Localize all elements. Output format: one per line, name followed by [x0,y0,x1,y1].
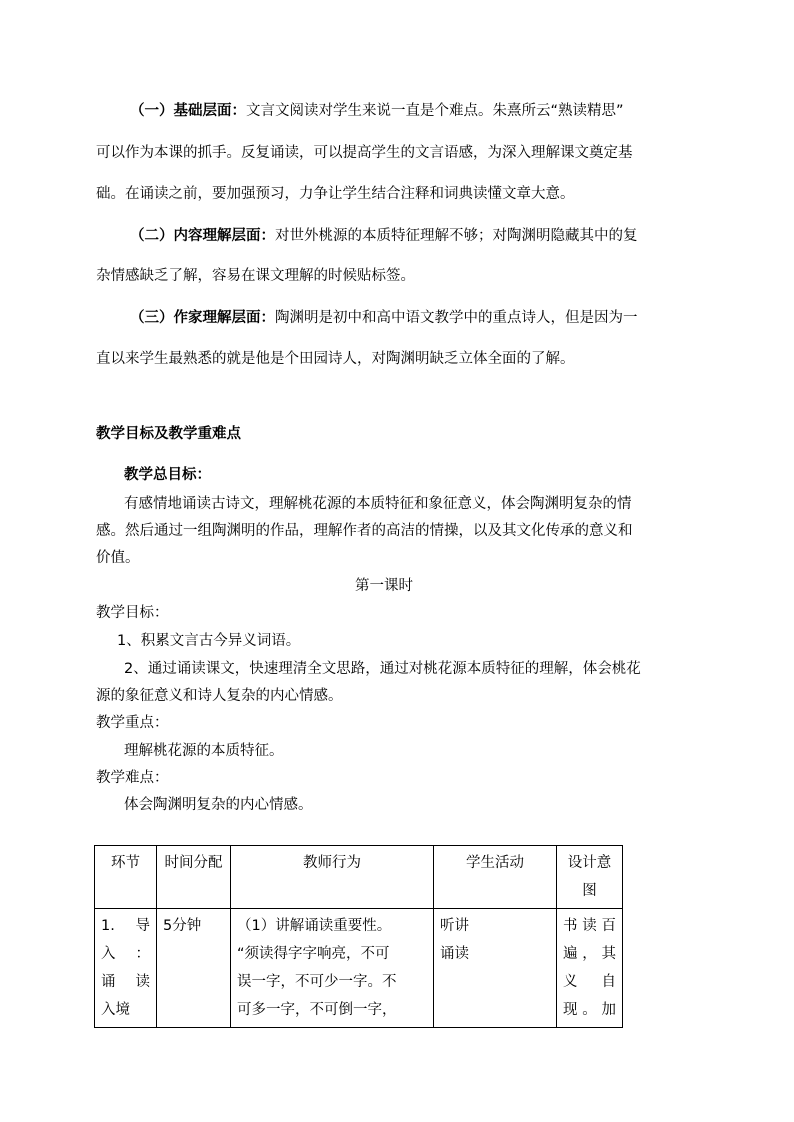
level-author-label: （三）作家理解层面： [130,310,275,326]
level-basic-line-3: 础。在诵读之前，要加强预习，力争让学生结合注释和词典读懂文章大意。 [96,186,575,202]
header-design: 设计意图 [557,846,623,909]
cell-design-line: 现。加 [563,1002,616,1018]
difficulty-label: 教学难点： [96,770,169,786]
header-teacher: 教师行为 [231,846,434,909]
level-basic-label: （一）基础层面： [130,103,246,119]
cell-design-line: 遍，其 [563,946,616,962]
level-author-line-2: 直以来学生最熟悉的就是他是个田园诗人，对陶渊明缺乏立体全面的了解。 [96,351,575,367]
cell-student [434,909,557,1028]
table-header-row [95,846,623,909]
cell-stage-line: 入 ： [101,946,150,962]
cell-teacher [231,909,434,1028]
level-content-line-2: 杂情感缺乏了解，容易在课文理解的时候贴标签。 [96,268,415,284]
lesson-title: 第一课时 [355,578,413,594]
section-heading: 教学目标及教学重难点 [96,426,241,442]
cell-design-line: 书读百 [563,918,616,934]
cell-time: 5分钟 [157,909,231,1028]
difficulty: 体会陶渊明复杂的内心情感。 [124,797,313,813]
level-author-text-1: 陶渊明是初中和高中语文教学中的重点诗人，但是因为一 [275,310,638,326]
objective-2-line-1: 2、通过诵读课文，快速理清全文思路，通过对桃花源本质特征的理解，体会桃花 [124,661,641,677]
cell-student-line: 听讲 [440,918,469,934]
header-time: 时间分配 [157,846,231,909]
objective-2-line-2: 源的象征意义和诗人复杂的内心情感。 [96,688,343,704]
cell-student-line: 诵读 [440,946,469,962]
key-point-label: 教学重点： [96,715,169,731]
cell-stage-line: 诵 读 [101,974,150,990]
header-student: 学生活动 [434,846,557,909]
cell-teacher-line: 可多一字，不可倒一字， [237,1002,397,1018]
level-content-text-1: 对世外桃源的本质特征理解不够；对陶渊明隐藏其中的复 [275,228,638,244]
cell-stage-line: 1. 导 [101,918,150,934]
overall-goal-line-2: 感。然后通过一组陶渊明的作品，理解作者的高洁的情操，以及其文化传承的意义和 [96,523,633,539]
level-content-line-1 [130,226,638,246]
objectives-label: 教学目标： [96,605,169,621]
objective-1: 1、积累文言古今异义词语。 [117,633,301,649]
cell-teacher-line: “须读得字字响亮，不可 [237,946,390,962]
level-basic-line-1 [130,101,624,121]
overall-goal-line-1: 有感情地诵读古诗文，理解桃花源的本质特征和象征意义，体会陶渊明复杂的情 [124,496,632,512]
key-point: 理解桃花源的本质特征。 [124,743,284,759]
level-content-label: （二）内容理解层面： [130,228,275,244]
overall-goal-line-3: 价值。 [96,550,140,566]
cell-design-line: 义 自 [563,974,616,990]
table-row [95,909,623,1028]
level-basic-line-2: 可以作为本课的抓手。反复诵读，可以提高学生的文言语感，为深入理解课文奠定基 [96,145,633,161]
cell-stage-line: 入境 [101,1002,130,1018]
header-stage: 环节 [95,846,157,909]
overall-goal-label: 教学总目标： [124,467,211,483]
lesson-plan-table [94,845,623,1028]
cell-design [557,909,623,1028]
cell-teacher-line: （1）讲解诵读重要性。 [237,918,392,934]
cell-stage [95,909,157,1028]
level-basic-text-1: 文言文阅读对学生来说一直是个难点。朱熹所云“熟读精思” [246,103,624,119]
cell-teacher-line: 误一字，不可少一字。不 [237,974,397,990]
level-author-line-1 [130,308,638,328]
